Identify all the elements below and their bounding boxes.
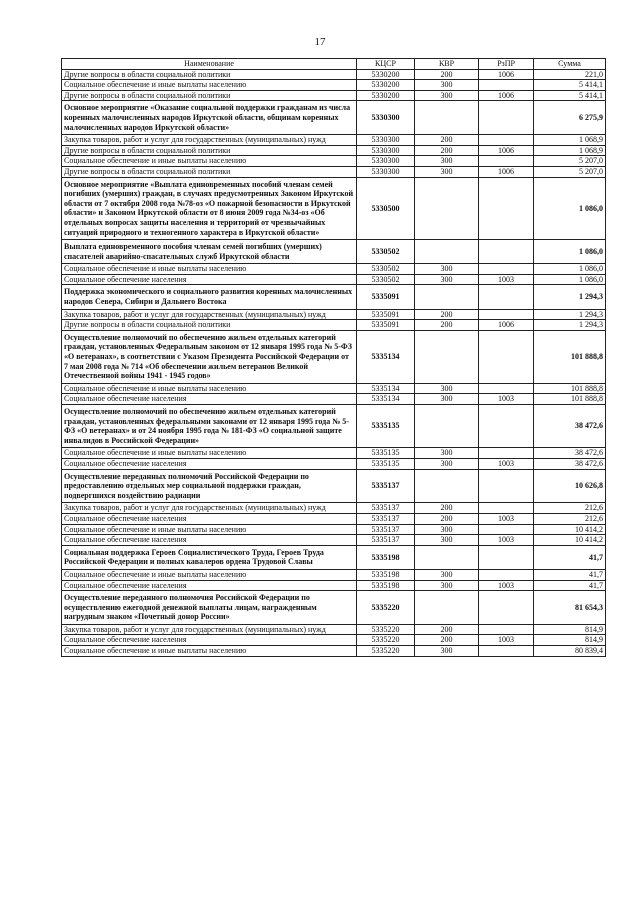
cell-kcsr: 5330502 [357,274,415,285]
cell-name: Социальное обеспечение населения [62,458,357,469]
cell-sum: 101 888,8 [534,330,606,383]
table-row [62,635,606,646]
cell-kcsr: 5335091 [357,285,415,309]
cell-kvr [415,330,479,383]
table-row [62,448,606,459]
cell-kvr [415,469,479,503]
cell-rzpr [479,383,534,394]
table-row [62,591,606,625]
column-header-kcsr: КЦСР [357,59,415,70]
cell-name: Закупка товаров, работ и услуг для государственных (муниципальных) нужд [62,309,357,320]
cell-sum: 38 472,6 [534,405,606,448]
cell-name: Социальное обеспечение и иные выплаты населению [62,569,357,580]
cell-name: Социальное обеспечение населения [62,394,357,405]
cell-kvr: 300 [415,274,479,285]
table-row [62,503,606,514]
cell-rzpr [479,135,534,146]
cell-kcsr: 5330300 [357,135,415,146]
cell-sum: 1 294,3 [534,309,606,320]
cell-sum: 1 086,0 [534,177,606,240]
cell-sum: 814,9 [534,624,606,635]
cell-rzpr [479,264,534,275]
cell-rzpr: 1006 [479,90,534,101]
cell-sum: 80 839,4 [534,646,606,657]
cell-kvr: 300 [415,580,479,591]
cell-name: Осуществление переданного полномочия Российской Федерации по осуществлению ежегодной денежной выплаты лицам, награжденным нагрудным знаком «Почетный донор России» [62,591,357,625]
cell-sum: 5 414,1 [534,90,606,101]
cell-rzpr [479,524,534,535]
table-row [62,90,606,101]
cell-name: Социальное обеспечение населения [62,535,357,546]
cell-rzpr [479,591,534,625]
cell-name: Социальная поддержка Героев Социалистического Труда, Героев Труда Российской Федерации и полных кавалеров ордена Трудовой Славы [62,545,357,569]
cell-rzpr [479,646,534,657]
cell-name: Основное мероприятие «Выплата единовременных пособий членам семей погибших (умерших) граждан, в случаях предусмотренных Законом Иркутской области от 7 октября 2008 года №78-оз «О пожарной безопасности в Иркутской области» и Законом Иркутской области от 8 июня 2009 года №34-оз «Об отдельных вопросах защиты населения и территорий от чрезвычайных ситуаций природного и техногенного характера в Иркутской области» [62,177,357,240]
cell-kvr: 200 [415,135,479,146]
cell-kcsr: 5330300 [357,145,415,156]
cell-rzpr [479,545,534,569]
table-row [62,524,606,535]
cell-sum: 814,9 [534,635,606,646]
cell-kvr: 200 [415,624,479,635]
cell-rzpr [479,448,534,459]
cell-kcsr: 5330300 [357,166,415,177]
cell-sum: 10 626,8 [534,469,606,503]
cell-kvr: 300 [415,264,479,275]
cell-kvr [415,240,479,264]
cell-sum: 41,7 [534,569,606,580]
cell-sum: 1 068,9 [534,135,606,146]
table-row [62,309,606,320]
cell-name: Другие вопросы в области социальной политики [62,69,357,80]
cell-rzpr: 1003 [479,394,534,405]
cell-sum: 1 294,3 [534,320,606,331]
table-header-row [62,59,606,70]
cell-rzpr [479,405,534,448]
cell-kcsr: 5335220 [357,591,415,625]
cell-name: Закупка товаров, работ и услуг для государственных (муниципальных) нужд [62,624,357,635]
cell-rzpr [479,156,534,167]
table-row [62,405,606,448]
cell-kvr: 300 [415,90,479,101]
cell-sum: 1 294,3 [534,285,606,309]
cell-kcsr: 5335137 [357,513,415,524]
cell-rzpr [479,330,534,383]
cell-name: Другие вопросы в области социальной политики [62,320,357,331]
table-row [62,535,606,546]
cell-kvr: 300 [415,458,479,469]
cell-sum: 6 275,9 [534,101,606,135]
cell-kvr: 300 [415,524,479,535]
cell-name: Социальное обеспечение населения [62,513,357,524]
cell-kcsr: 5330300 [357,101,415,135]
cell-sum: 1 086,0 [534,274,606,285]
column-header-kvr: КВР [415,59,479,70]
cell-kcsr: 5335137 [357,535,415,546]
cell-rzpr: 1003 [479,513,534,524]
cell-kcsr: 5330300 [357,156,415,167]
cell-kvr: 200 [415,635,479,646]
cell-kvr: 200 [415,309,479,320]
cell-kvr: 200 [415,69,479,80]
table-row [62,458,606,469]
table-row [62,394,606,405]
cell-sum: 101 888,8 [534,383,606,394]
cell-kcsr: 5335091 [357,309,415,320]
cell-kvr: 200 [415,503,479,514]
cell-sum: 41,7 [534,545,606,569]
cell-rzpr: 1003 [479,274,534,285]
table-row [62,80,606,91]
cell-name: Социальное обеспечение населения [62,274,357,285]
table-row [62,101,606,135]
cell-rzpr: 1003 [479,458,534,469]
cell-rzpr [479,240,534,264]
cell-name: Закупка товаров, работ и услуг для государственных (муниципальных) нужд [62,135,357,146]
cell-sum: 212,6 [534,503,606,514]
cell-rzpr [479,569,534,580]
cell-kcsr: 5335135 [357,458,415,469]
cell-kcsr: 5330502 [357,264,415,275]
cell-sum: 5 414,1 [534,80,606,91]
table-row [62,145,606,156]
cell-name: Осуществление полномочий по обеспечению жильем отдельных категорий граждан, установленных федеральными законами от 12 января 1995 года № 5-ФЗ «О ветеранах» и от 24 ноября 1995 года № 181-ФЗ «О социальной защите инвалидов в Российской Федерации» [62,405,357,448]
cell-kcsr: 5335220 [357,635,415,646]
cell-kvr: 300 [415,646,479,657]
cell-kcsr: 5335091 [357,320,415,331]
table-row [62,135,606,146]
cell-sum: 10 414,2 [534,535,606,546]
cell-kvr: 300 [415,394,479,405]
cell-sum: 1 086,0 [534,240,606,264]
cell-sum: 81 654,3 [534,591,606,625]
cell-rzpr [479,469,534,503]
cell-name: Поддержка экономического и социального развития коренных малочисленных народов Севера, Сибири и Дальнего Востока [62,285,357,309]
cell-rzpr [479,177,534,240]
cell-kvr: 300 [415,535,479,546]
cell-kvr: 300 [415,156,479,167]
cell-sum: 41,7 [534,580,606,591]
cell-kcsr: 5335137 [357,469,415,503]
table-row [62,330,606,383]
cell-kcsr: 5335137 [357,503,415,514]
table-row [62,166,606,177]
cell-kvr: 200 [415,145,479,156]
cell-name: Закупка товаров, работ и услуг для государственных (муниципальных) нужд [62,503,357,514]
table-row [62,69,606,80]
cell-kcsr: 5335135 [357,448,415,459]
cell-rzpr: 1003 [479,535,534,546]
table-body [62,69,606,656]
cell-rzpr [479,101,534,135]
cell-rzpr: 1003 [479,580,534,591]
cell-name: Другие вопросы в области социальной политики [62,90,357,101]
cell-rzpr [479,80,534,91]
budget-table [61,58,606,657]
table-row [62,513,606,524]
table-row [62,177,606,240]
cell-kvr: 300 [415,569,479,580]
table-row [62,383,606,394]
cell-kcsr: 5330200 [357,90,415,101]
cell-rzpr: 1006 [479,69,534,80]
cell-kcsr: 5335134 [357,383,415,394]
table-row [62,580,606,591]
cell-sum: 1 086,0 [534,264,606,275]
cell-rzpr: 1006 [479,166,534,177]
cell-name: Другие вопросы в области социальной политики [62,145,357,156]
cell-kvr [415,591,479,625]
table-row [62,274,606,285]
cell-kcsr: 5330200 [357,69,415,80]
cell-kcsr: 5330500 [357,177,415,240]
cell-name: Социальное обеспечение и иные выплаты населению [62,448,357,459]
cell-sum: 5 207,0 [534,156,606,167]
cell-name: Осуществление переданных полномочий Российской Федерации по предоставлению отдельных мер социальной поддержки граждан, подвергшихся воздействию радиации [62,469,357,503]
cell-kcsr: 5335134 [357,394,415,405]
cell-sum: 101 888,8 [534,394,606,405]
table-row [62,240,606,264]
cell-rzpr [479,309,534,320]
cell-rzpr [479,624,534,635]
cell-rzpr: 1006 [479,145,534,156]
cell-name: Другие вопросы в области социальной политики [62,166,357,177]
table-row [62,285,606,309]
table-row [62,320,606,331]
cell-kcsr: 5335220 [357,646,415,657]
cell-sum: 212,6 [534,513,606,524]
column-header-name: Наименование [62,59,357,70]
cell-name: Основное мероприятие «Оказание социальной поддержки гражданам из числа коренных малочисленных народов Иркутской области, общинам коренных малочисленных народов Иркутской области» [62,101,357,135]
cell-rzpr [479,503,534,514]
cell-sum: 38 472,6 [534,448,606,459]
cell-name: Социальное обеспечение и иные выплаты населению [62,524,357,535]
cell-kvr: 300 [415,448,479,459]
column-header-rzpr: РзПР [479,59,534,70]
cell-sum: 221,0 [534,69,606,80]
table-row [62,624,606,635]
cell-name: Социальное обеспечение населения [62,635,357,646]
cell-name: Социальное обеспечение и иные выплаты населению [62,646,357,657]
cell-kvr: 300 [415,80,479,91]
cell-kcsr: 5335220 [357,624,415,635]
cell-kcsr: 5335198 [357,580,415,591]
cell-kvr: 200 [415,513,479,524]
cell-rzpr [479,285,534,309]
cell-kcsr: 5330200 [357,80,415,91]
cell-sum: 1 068,9 [534,145,606,156]
cell-name: Выплата единовременного пособия членам семей погибших (умерших) спасателей аварийно-спасательных служб Иркутской области [62,240,357,264]
cell-kvr: 200 [415,320,479,331]
table-row [62,264,606,275]
cell-kcsr: 5335135 [357,405,415,448]
cell-rzpr: 1006 [479,320,534,331]
cell-kcsr: 5335134 [357,330,415,383]
cell-kvr [415,285,479,309]
cell-kvr [415,405,479,448]
cell-name: Социальное обеспечение и иные выплаты населению [62,264,357,275]
table-row [62,545,606,569]
cell-kvr: 300 [415,166,479,177]
cell-kvr [415,177,479,240]
cell-kvr [415,101,479,135]
cell-kcsr: 5335137 [357,524,415,535]
cell-rzpr: 1003 [479,635,534,646]
table-row [62,469,606,503]
table-row [62,646,606,657]
cell-kvr: 300 [415,383,479,394]
cell-name: Социальное обеспечение населения [62,580,357,591]
cell-kvr [415,545,479,569]
cell-sum: 5 207,0 [534,166,606,177]
table-row [62,569,606,580]
table-row [62,156,606,167]
cell-sum: 38 472,6 [534,458,606,469]
cell-kcsr: 5330502 [357,240,415,264]
cell-name: Осуществление полномочий по обеспечению жильем отдельных категорий граждан, установленных Федеральным законом от 12 января 1995 года № 5-ФЗ «О ветеранах», в соответствии с Указом Президента Российской Федерации от 7 мая 2008 года № 714 «Об обеспечении жильем ветеранов Великой Отечественной войны 1941 - 1945 годов» [62,330,357,383]
cell-kcsr: 5335198 [357,545,415,569]
cell-name: Социальное обеспечение и иные выплаты населению [62,156,357,167]
column-header-sum: Сумма [534,59,606,70]
cell-kcsr: 5335198 [357,569,415,580]
page-number: 17 [314,36,326,48]
cell-name: Социальное обеспечение и иные выплаты населению [62,80,357,91]
cell-name: Социальное обеспечение и иные выплаты населению [62,383,357,394]
cell-sum: 10 414,2 [534,524,606,535]
